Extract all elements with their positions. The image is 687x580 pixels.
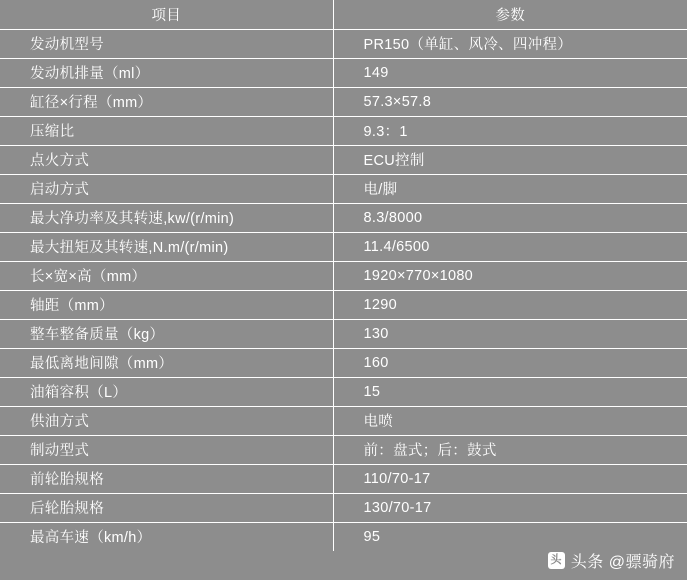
table-row [0,261,687,290]
watermark [548,549,675,572]
spec-value: 130 [333,319,687,348]
column-header-parameter: 参数 [333,0,687,29]
table-row [0,174,687,203]
watermark-text: 头条 @骠骑府 [570,554,675,571]
table-row [0,406,687,435]
spec-label: 后轮胎规格 [0,493,333,522]
spec-value: 160 [333,348,687,377]
spec-label: 最大扭矩及其转速,N.m/(r/min) [0,232,333,261]
spec-value: 149 [333,58,687,87]
table-row [0,29,687,58]
spec-label: 供油方式 [0,406,333,435]
spec-label: 油箱容积（L） [0,377,333,406]
spec-value: 1290 [333,290,687,319]
spec-value: 电/脚 [333,174,687,203]
spec-label: 启动方式 [0,174,333,203]
table-row [0,464,687,493]
spec-value: ECU控制 [333,145,687,174]
table-row [0,290,687,319]
spec-value: 11.4/6500 [333,232,687,261]
spec-label: 整车整备质量（kg） [0,319,333,348]
table-row [0,377,687,406]
table-body [0,29,687,551]
table-row [0,232,687,261]
spec-label: 长×宽×高（mm） [0,261,333,290]
table-row [0,319,687,348]
table-row [0,203,687,232]
spec-value: 57.3×57.8 [333,87,687,116]
column-header-item: 项目 [0,0,333,29]
spec-label: 最大净功率及其转速,kw/(r/min) [0,203,333,232]
spec-value: PR150（单缸、风冷、四冲程） [333,29,687,58]
spec-value: 15 [333,377,687,406]
spec-label: 轴距（mm） [0,290,333,319]
spec-value: 电喷 [333,406,687,435]
table-row [0,435,687,464]
spec-label: 缸径×行程（mm） [0,87,333,116]
spec-value: 95 [363,528,381,545]
table-header-row [0,0,687,29]
toutiao-logo-icon: 头 [548,552,565,569]
table-row [0,58,687,87]
spec-value: 110/70-17 [333,464,687,493]
spec-label: 发动机排量（ml） [0,58,333,87]
table-row [0,145,687,174]
table-row [0,87,687,116]
spec-value: 9.3：1 [333,116,687,145]
spec-label: 压缩比 [0,116,333,145]
spec-value: 前：盘式；后：鼓式 [333,435,687,464]
spec-label: 制动型式 [0,435,333,464]
table-row [0,522,687,551]
table-row [0,348,687,377]
spec-label: 最高车速（km/h） [0,522,333,551]
spec-label: 发动机型号 [0,29,333,58]
spec-label: 前轮胎规格 [0,464,333,493]
spec-value: 130/70-17 [333,493,687,522]
spec-value: 8.3/8000 [333,203,687,232]
table-row [0,493,687,522]
spec-label: 最低离地间隙（mm） [0,348,333,377]
spec-value: 1920×770×1080 [333,261,687,290]
spec-label: 点火方式 [0,145,333,174]
table-row [0,116,687,145]
